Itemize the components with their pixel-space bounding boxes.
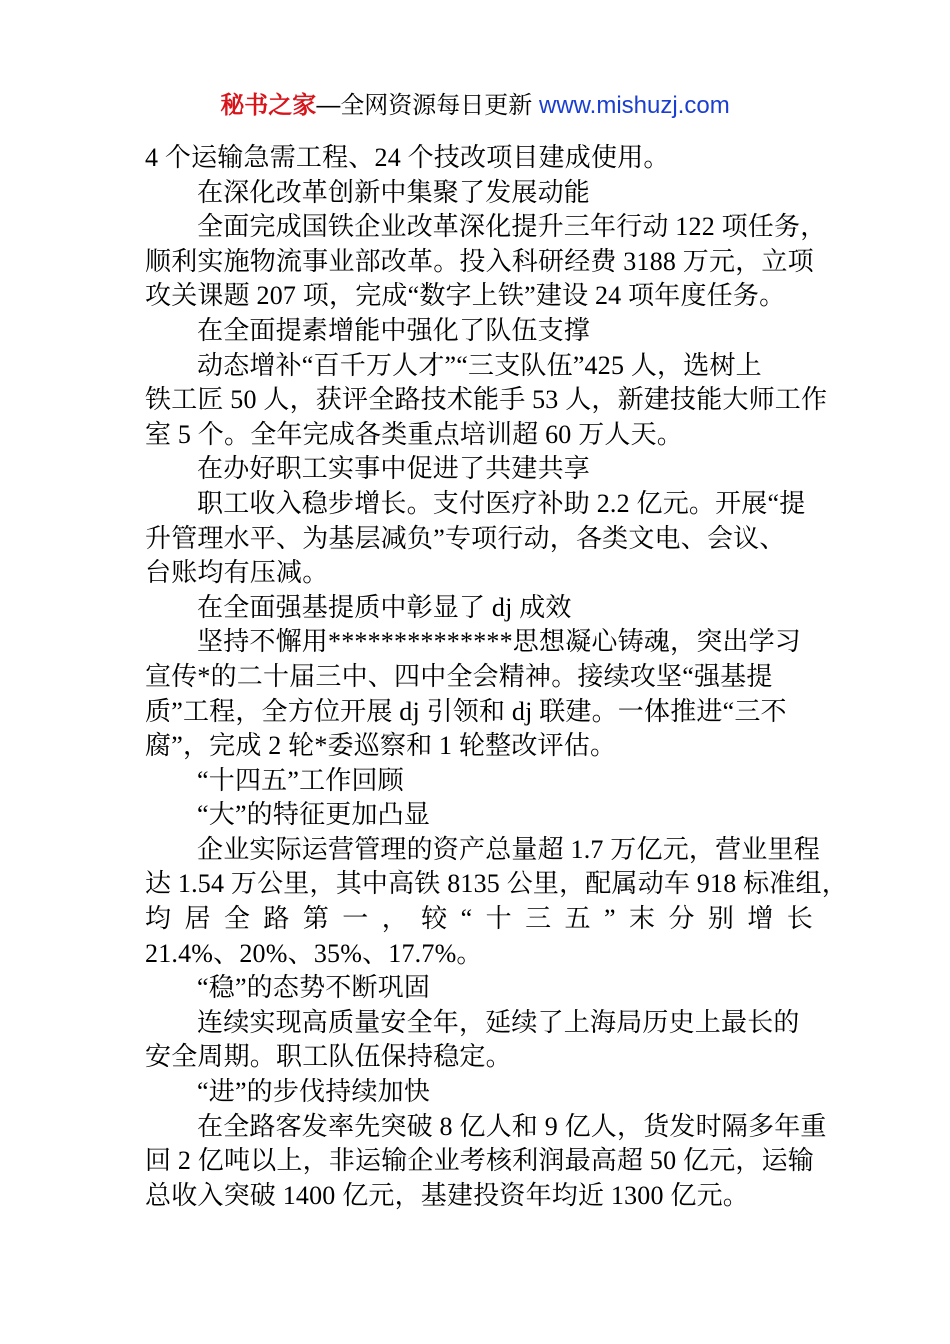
paragraph-line: 总收入突破 1400 亿元，基建投资年均近 1300 亿元。 [145, 1180, 750, 1210]
paragraph-line: 在全路客发率先突破 8 亿人和 9 亿人，货发时隔多年重 [197, 1111, 827, 1141]
site-url-link[interactable]: www.mishuzj.com [538, 92, 730, 119]
spread-char: ” [603, 904, 616, 934]
section-heading: 在全面提素增能中强化了队伍支撑 [197, 315, 591, 345]
paragraph-line: 室 5 个。全年完成各类重点培训超 60 万人天。 [145, 419, 684, 449]
spread-char: 第 [302, 904, 330, 934]
paragraph-line: 铁工匠 50 人，获评全路技术能手 53 人，新建技能大师工作 [145, 385, 828, 415]
section-heading: “大”的特征更加凸显 [197, 800, 431, 830]
spread-char: 均 [145, 904, 172, 934]
paragraph-line: 4 个运输急需工程、24 个技改项目建成使用。 [145, 143, 670, 172]
paragraph-line: 攻关课题 207 项，完成“数字上铁”建设 24 项年度任务。 [145, 281, 786, 311]
section-heading: “稳”的态势不断巩固 [197, 973, 431, 1003]
spread-char: 一 [342, 904, 369, 934]
paragraph-line: 质”工程，全方位开展 dj 引领和 dj 联建。一体推进“三不 [145, 696, 787, 726]
spread-char: 全 [223, 904, 251, 934]
paragraph-line: 安全周期。职工队伍保持稳定。 [145, 1042, 512, 1072]
paragraph-line: 坚持不懈用**************思想凝心铸魂，突出学习 [197, 627, 802, 657]
paragraph-line: 回 2 亿吨以上，非运输企业考核利润最高超 50 亿元，运输 [145, 1146, 815, 1176]
spread-char: 路 [263, 904, 290, 934]
paragraph-line: 动态增补“百千万人才”“三支队伍”425 人，选树上 [197, 350, 762, 380]
spread-char: ， [381, 904, 408, 934]
site-header [0, 90, 950, 122]
spread-char: 三 [525, 904, 552, 934]
section-heading: 在全面强基提质中彰显了 dj 成效 [197, 592, 572, 622]
section-heading: “进”的步伐持续加快 [197, 1077, 431, 1107]
spread-char: 长 [786, 904, 813, 934]
site-brand: 秘书之家 [220, 92, 317, 119]
paragraph-line-justified [145, 902, 813, 937]
paragraph-line: 达 1.54 万公里，其中高铁 8135 公里，配属动车 918 标准组， [145, 869, 848, 899]
paragraph-line: 顺利实施物流事业部改革。投入科研经费 3188 万元，立项 [145, 246, 814, 276]
spread-char: 别 [707, 904, 735, 934]
spread-char: 五 [564, 904, 591, 934]
paragraph-line: 企业实际运营管理的资产总量超 1.7 万亿元，营业里程 [197, 834, 820, 864]
spread-char: 较 [421, 904, 448, 934]
section-heading: 在办好职工实事中促进了共建共享 [197, 454, 591, 484]
spread-char: 分 [668, 904, 695, 934]
paragraph-line: 21.4%、20%、35%、17.7%。 [145, 938, 483, 968]
paragraph-line: 腐”，完成 2 轮*委巡察和 1 轮整改评估。 [145, 731, 617, 761]
document-body [145, 141, 848, 1213]
paragraph-line: 台账均有压减。 [145, 558, 329, 588]
spread-char: 末 [628, 904, 656, 934]
spread-char: 居 [184, 904, 211, 934]
section-heading: 在深化改革创新中集聚了发展动能 [197, 177, 591, 207]
spread-char: 十 [485, 904, 512, 934]
section-heading: “十四五”工作回顾 [197, 765, 404, 795]
paragraph-line: 全面完成国铁企业改革深化提升三年行动 122 项任务， [197, 212, 827, 242]
paragraph-line: 职工收入稳步增长。支付医疗补助 2.2 亿元。开展“提 [197, 488, 806, 518]
site-tagline: —全网资源每日更新 [316, 92, 539, 119]
spread-char: 增 [747, 904, 774, 934]
paragraph-line: 连续实现高质量安全年，延续了上海局历史上最长的 [197, 1007, 800, 1037]
paragraph-line: 宣传*的二十届三中、四中全会精神。接续攻坚“强基提 [145, 661, 773, 691]
spread-char: “ [460, 904, 473, 934]
paragraph-line: 升管理水平、为基层减负”专项行动，各类文电、会议、 [145, 523, 786, 553]
